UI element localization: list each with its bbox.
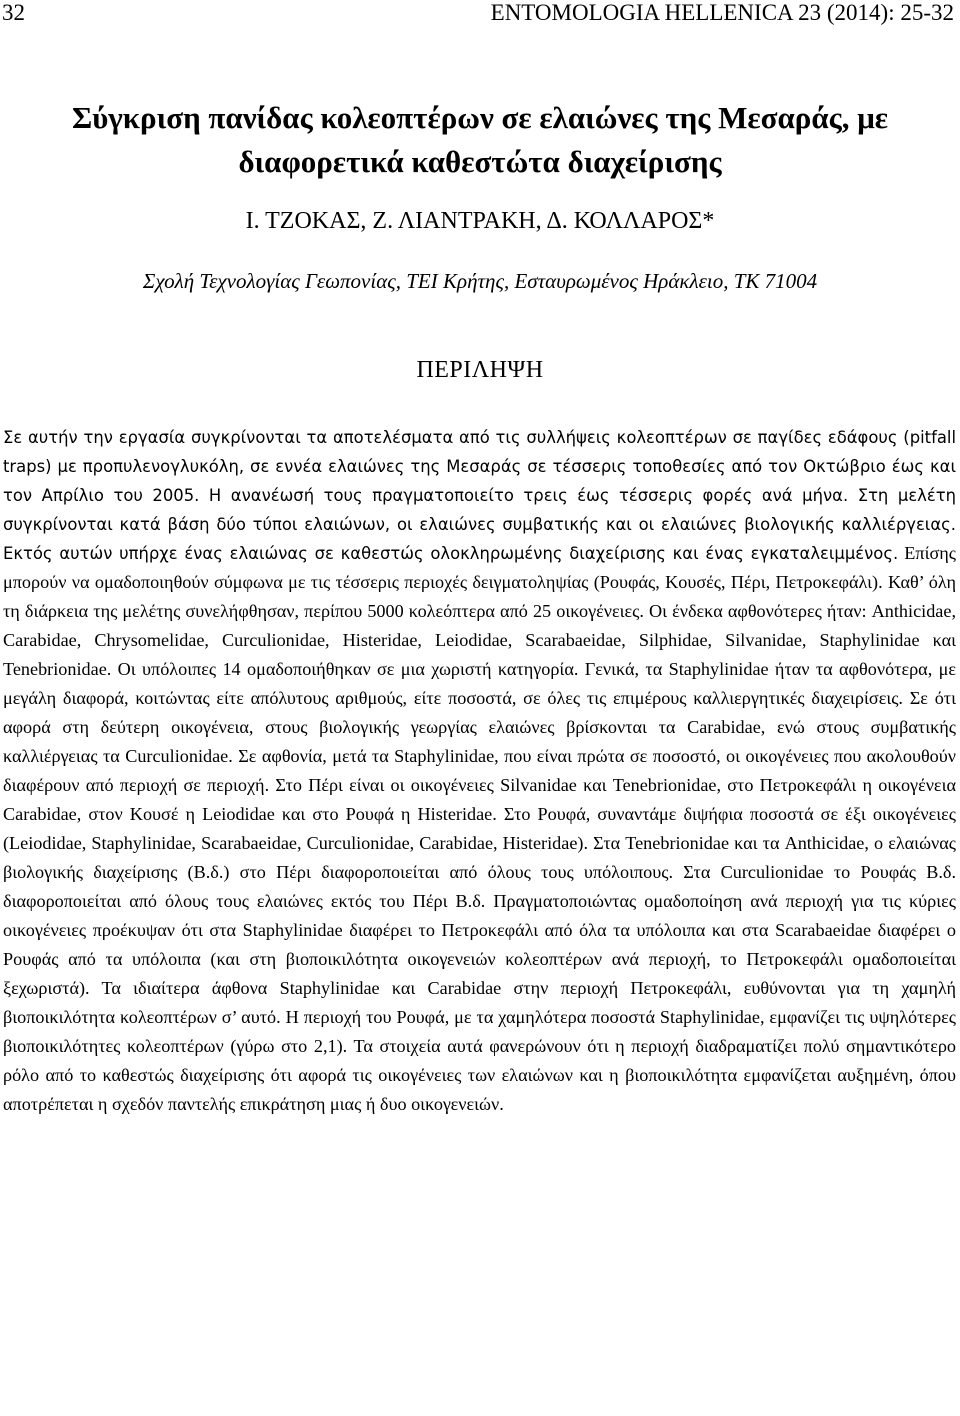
- abstract-heading: ΠΕΡΙΛΗΨΗ: [416, 357, 544, 383]
- article-title-line-2: διαφορετικά καθεστώτα διαχείρισης: [238, 144, 722, 179]
- article-title: [0, 96, 960, 184]
- abstract-body: [3, 423, 956, 1119]
- page-number: 32: [2, 0, 25, 25]
- journal-reference: ENTOMOLOGIA HELLENICA 23 (2014): 25-32: [490, 0, 954, 25]
- affiliation: Σχολή Τεχνολογίας Γεωπονίας, ΤΕΙ Κρήτης, Εσταυρωμένος Ηράκλειο, ΤΚ 71004: [142, 269, 818, 293]
- abstract-text-part-2: Επίσης μπορούν να ομαδοποιηθούν σύμφωνα με τις τέσσερις περιοχές δειγματοληψίας (Ρουφάς, Κουσές, Πέρι, Πετροκεφάλι). Καθ’ όλη τη διάρκεια της μελέτης συνελήφθησαν, περίπου 5000 κολεόπτερα από 25 οικογένειες. Οι ένδεκα αφθονότερες ήταν: Anthicidae, Carabidae, Chrysomelidae, Curculionidae, Histeridae, Leiodidae, Scarabaeidae, Silphidae, Silvanidae, Staphylinidae και Tenebrionidae. Οι υπόλοιπες 14 ομαδοποιήθηκαν σε μια χωριστή κατηγορία. Γενικά, τα Staphylinidae ήταν τα αφθονότερα, με μεγάλη διαφορά, κοιτώντας είτε απόλυτους αριθμούς, είτε ποσοστά, σε όλες τις επιμέρους καλλιεργητικές διαχειρίσεις. Σε ότι αφορά στη δεύτερη οικογένεια, στους βιολογικής γεωργίας ελαιώνες βρίσκονται τα Carabidae, ενώ στους συμβατικής καλλιέργειας τα Curculionidae. Σε αφθονία, μετά τα Staphylinidae, που είναι πρώτα σε ποσοστό, οι οικογένειες που ακολουθούν διαφέρουν από περιοχή σε περιοχή. Στο Πέρι είναι οι οικογένειες Silvanidae και Tenebrionidae, στο Πετροκεφάλι η οικογένεια Carabidae, στον Κουσέ η Leiodidae και στο Ρουφά η Histeridae. Στο Ρουφά, συναντάμε διψήφια ποσοστά σε έξι οικογένειες (Leiodidae, Staphylinidae, Scarabaeidae, Curculionidae, Carabidae, Histeridae). Στα Tenebrionidae και τα Anthicidae, ο ελαιώνας βιολογικής διαχείρισης (Β.δ.) στο Πέρι διαφοροποιείται από όλους τους υπόλοιπους. Στα Curculionidae το Ρουφάς Β.δ. διαφοροποιείται από όλους τους ελαιώνες εκτός του Πέρι Β.δ. Πραγματοποιώντας ομαδοποίηση ανά περιοχή για τις κύριες οικογένειες προέκυψαν ότι στα Staphylinidae διαφέρει το Πετροκεφάλι από όλα τα υπόλοιπα και στα Scarabaeidae διαφέρει ο Ρουφάς από τα υπόλοιπα (και στη βιοποικιλότητα οικογενειών κολεοπτέρων ανά περιοχή, το Πετροκεφάλι ομαδοποιείται ξεχωριστά). Τα ιδιαίτερα άφθονα Staphylinidae και Carabidae στην περιοχή Πετροκεφάλι, ευθύνονται για τη χαμηλή βιοποικιλότητα κολεοπτέρων σ’ αυτό. Η περιοχή του Ρουφά, με τα χαμηλότερα ποσοστά Staphylinidae, εμφανίζει τις υψηλότερες βιοποικιλότητες κολεοπτέρων (γύρω στο 2,1). Τα στοιχεία αυτά φανερώνουν ότι η περιοχή διαδραματίζει πολύ σημαντικότερο ρόλο από το καθεστώς διαχείρισης ότι αφορά τις οικογένειες των ελαιώνων και η βιοποικιλότητα εμφανίζεται αυξημένη, όπου αποτρέπεται η σχεδόν παντελής επικράτηση μιας ή δυο οικογενειών.: [3, 543, 956, 1114]
- running-head: [0, 0, 960, 30]
- article-title-line-1: Σύγκριση πανίδας κολεοπτέρων σε ελαιώνες της Μεσαράς, με: [71, 100, 889, 135]
- authors: Ι. ΤΖΟΚΑΣ, Ζ. ΛΙΑΝΤΡΑΚΗ, Δ. ΚΟΛΛΑΡΟΣ*: [245, 208, 715, 234]
- abstract-text-part-1: Σε αυτήν την εργασία συγκρίνονται τα αποτελέσματα από τις συλλήψεις κολεοπτέρων σε παγίδες εδάφους (pitfall traps) με προπυλενογλυκόλη, σε εννέα ελαιώνες της Μεσαράς σε τέσσερις τοποθεσίες από τον Οκτώβριο έως και τον Απρίλιο του 2005. Η ανανέωσή τους πραγματοποιείτο τρεις έως τέσσερις φορές ανά μήνα. Στη μελέτη συγκρίνονται κατά βάση δύο τύποι ελαιώνων, οι ελαιώνες συμβατικής και οι ελαιώνες βιολογικής καλλιέργειας. Εκτός αυτών υπήρχε ένας ελαιώνας σε καθεστώς ολοκληρωμένης διαχείρισης και ένας εγκαταλειμμένος.: [3, 428, 956, 563]
